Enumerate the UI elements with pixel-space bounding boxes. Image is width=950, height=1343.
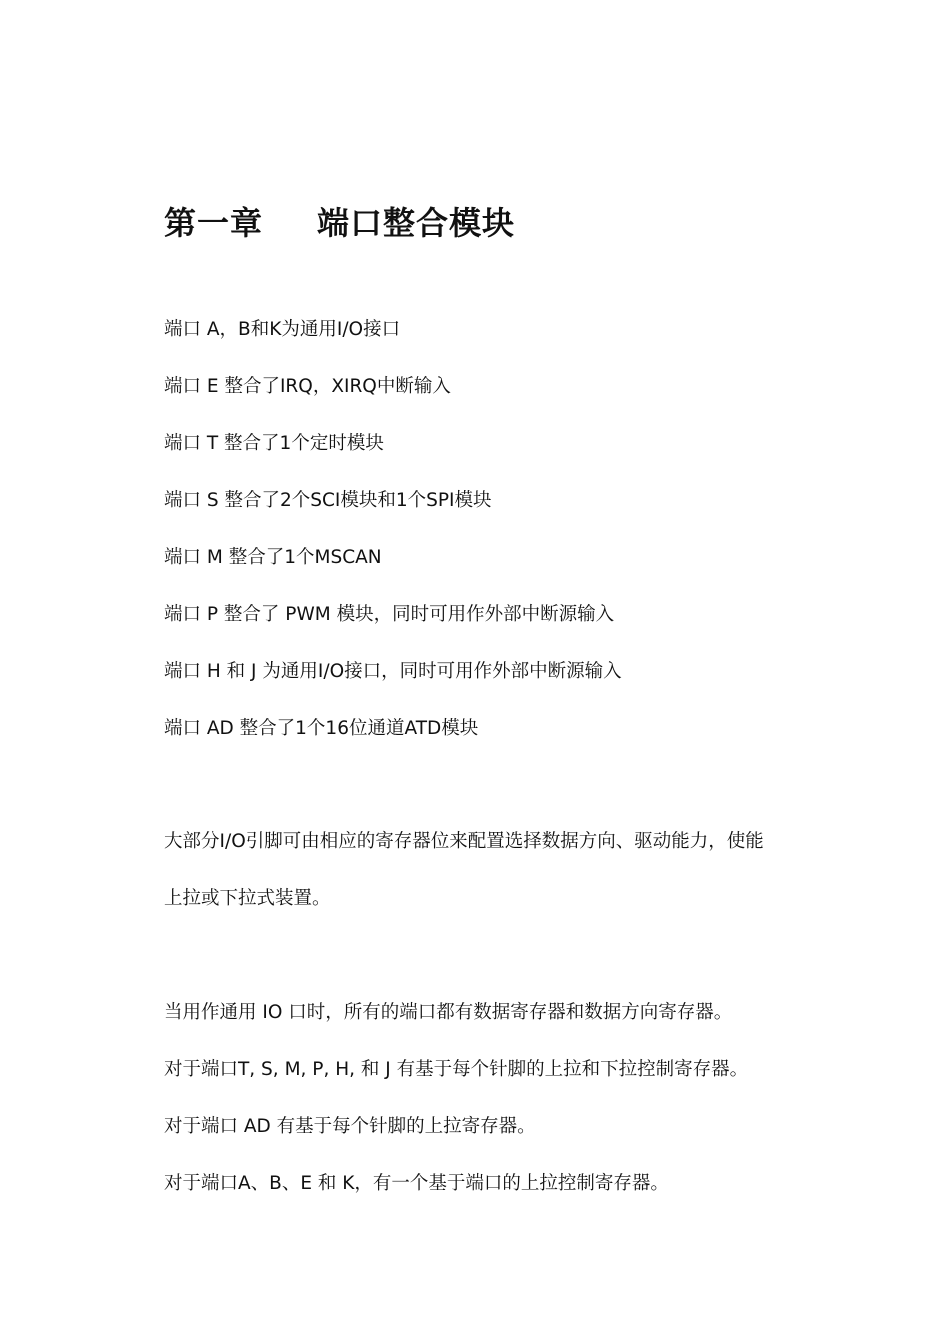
register-note: 对于端口T, S, M, P, H, 和 J 有基于每个针脚的上拉和下拉控制寄存器。: [164, 1059, 749, 1080]
config-paragraph-line: 上拉或下拉式装置。: [164, 888, 331, 909]
chapter-number: 第一章: [164, 204, 264, 242]
port-line: 端口 E 整合了IRQ，XIRQ中断输入: [164, 376, 451, 397]
register-note: 当用作通用 IO 口时，所有的端口都有数据寄存器和数据方向寄存器。: [164, 1002, 733, 1023]
register-note: 对于端口 AD 有基于每个针脚的上拉寄存器。: [164, 1116, 536, 1137]
port-line: 端口 AD 整合了1个16位通道ATD模块: [164, 718, 479, 739]
port-line: 端口 A，B和K为通用I/O接口: [164, 319, 401, 340]
chapter-title: [164, 198, 515, 244]
config-paragraph-line: 大部分I/O引脚可由相应的寄存器位来配置选择数据方向、驱动能力，使能: [164, 831, 764, 852]
port-line: 端口 T 整合了1个定时模块: [164, 433, 384, 454]
port-line: 端口 S 整合了2个SCI模块和1个SPI模块: [164, 490, 492, 511]
chapter-name: 端口整合模块: [317, 204, 516, 242]
register-note: 对于端口A、B、E 和 K，有一个基于端口的上拉控制寄存器。: [164, 1173, 669, 1194]
port-line: 端口 P 整合了 PWM 模块，同时可用作外部中断源输入: [164, 604, 615, 625]
port-line: 端口 M 整合了1个MSCAN: [164, 547, 382, 568]
port-line: 端口 H 和 J 为通用I/O接口，同时可用作外部中断源输入: [164, 661, 622, 682]
